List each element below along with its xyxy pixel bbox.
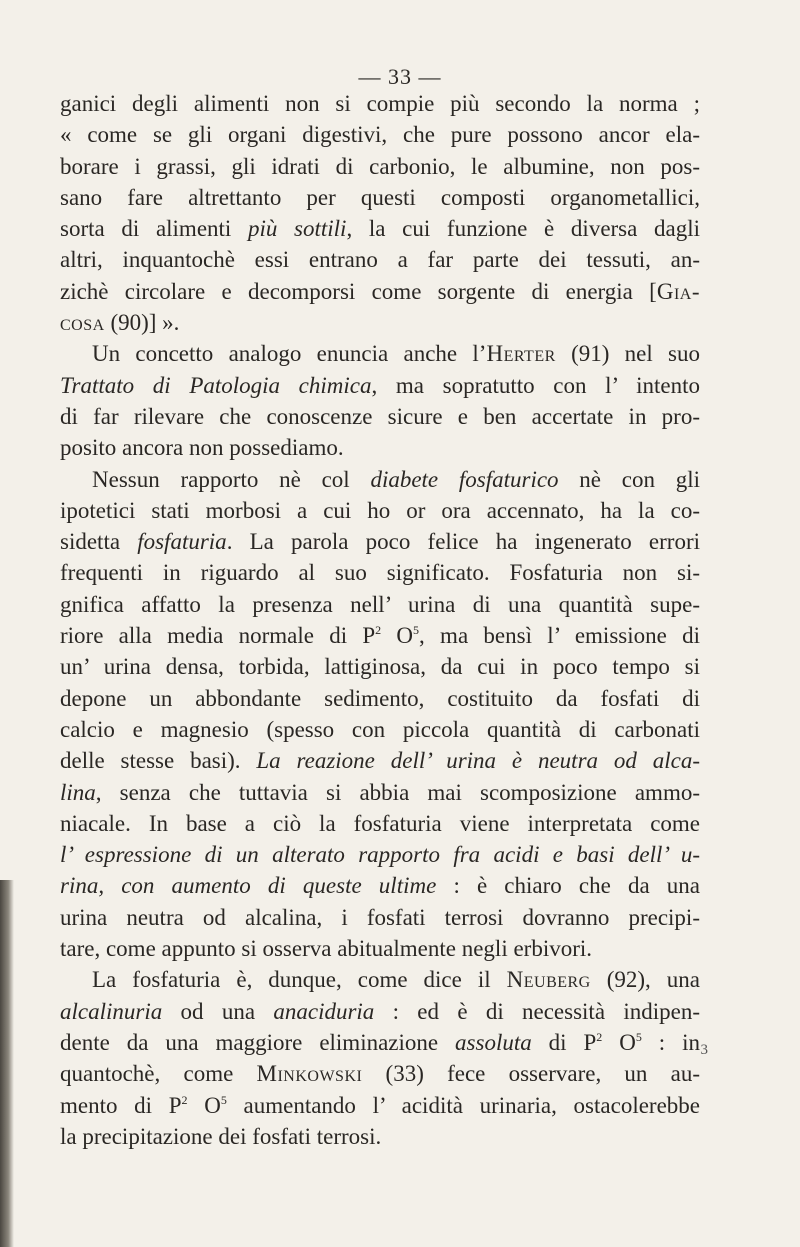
- text-line: sorta di alimenti più sottili, la cui funzione è diversa dagli: [60, 216, 701, 242]
- text-line: gnifica affatto la presenza nell’ urina di una quantità supe-: [60, 591, 700, 617]
- signature-mark: 3: [700, 1042, 708, 1058]
- text-line: l’ espressione di un alterato rapporto fra acidi e basi dell’ u-: [60, 842, 700, 868]
- text-line: zichè circolare e decomporsi come sorgente di energia [Gia-: [60, 278, 700, 304]
- text-line: ipotetici stati morbosi a cui ho or ora accennato, ha la co-: [60, 497, 700, 523]
- text-line: La fosfaturia è, dunque, come dice il Neuberg (92), una: [92, 967, 701, 993]
- text-line: quantochè, come Minkowski (33) fece osservare, un au-: [60, 1061, 700, 1087]
- text-line: « come se gli organi digestivi, che pure possono ancor ela-: [60, 122, 700, 148]
- text-line: posito ancora non possediamo.: [60, 435, 344, 461]
- text-line: delle stesse basi). La reazione dell’ urina è neutra od alca-: [60, 748, 700, 774]
- text-line: tare, come appunto si osserva abitualmente negli erbivori.: [60, 936, 593, 962]
- text-line: Trattato di Patologia chimica, ma sopratutto con l’ intento: [60, 372, 700, 398]
- text-line: sano fare altrettanto per questi composti organometallici,: [60, 184, 700, 210]
- text-line: Un concetto analogo enuncia anche l’Herter (91) nel suo: [92, 341, 701, 367]
- text-line: rina, con aumento di queste ultime : è chiaro che da una: [60, 873, 700, 899]
- text-line: un’ urina densa, torbida, lattiginosa, da cui in poco tempo si: [60, 654, 700, 680]
- text-line: urina neutra od alcalina, i fosfati terrosi dovranno precipi-: [60, 904, 700, 930]
- text-line: lina, senza che tuttavia si abbia mai scomposizione ammo-: [60, 779, 700, 805]
- text-line: sidetta fosfaturia. La parola poco felice ha ingenerato errori: [60, 529, 700, 555]
- text-line: depone un abbondante sedimento, costituito da fosfati di: [60, 685, 700, 711]
- text-line: cosa (90)] ».: [60, 310, 180, 336]
- text-line: ganici degli alimenti non si compie più secondo la norma ;: [60, 91, 700, 116]
- text-line: frequenti in riguardo al suo significato. Fosfaturia non si-: [60, 560, 700, 586]
- text-line: alcalinuria od una anaciduria : ed è di necessità indipen-: [60, 998, 700, 1024]
- page-number: — 33 —: [358, 64, 442, 89]
- text-line: riore alla media normale di $P^2$ $O^5$, ma bensì l’ emissione di: [60, 623, 700, 649]
- text-line: borare i grassi, gli idrati di carbonio, le albumine, non pos-: [60, 153, 700, 179]
- body-text: [60, 88, 700, 1152]
- text-line: di far rilevare che conoscenze sicure e ben accertate in pro-: [60, 403, 700, 429]
- page-edge-shadow: [0, 880, 14, 1247]
- text-line: la precipitazione dei fosfati terrosi.: [60, 1123, 382, 1149]
- text-line: niacale. In base a ciò la fosfaturia viene interpretata come: [60, 810, 700, 836]
- text-line: mento di $P^2$ $O^5$ aumentando l’ acidità urinaria, ostacolerebbe: [60, 1092, 700, 1118]
- text-line: Nessun rapporto nè col diabete fosfaturico nè con gli: [92, 466, 700, 492]
- text-line: altri, inquantochè essi entrano a far parte dei tessuti, an-: [60, 247, 700, 273]
- text-line: calcio e magnesio (spesso con piccola quantità di carbonati: [60, 716, 700, 742]
- text-line: dente da una maggiore eliminazione assoluta di $P^2$ $O^5$ : in: [60, 1029, 700, 1055]
